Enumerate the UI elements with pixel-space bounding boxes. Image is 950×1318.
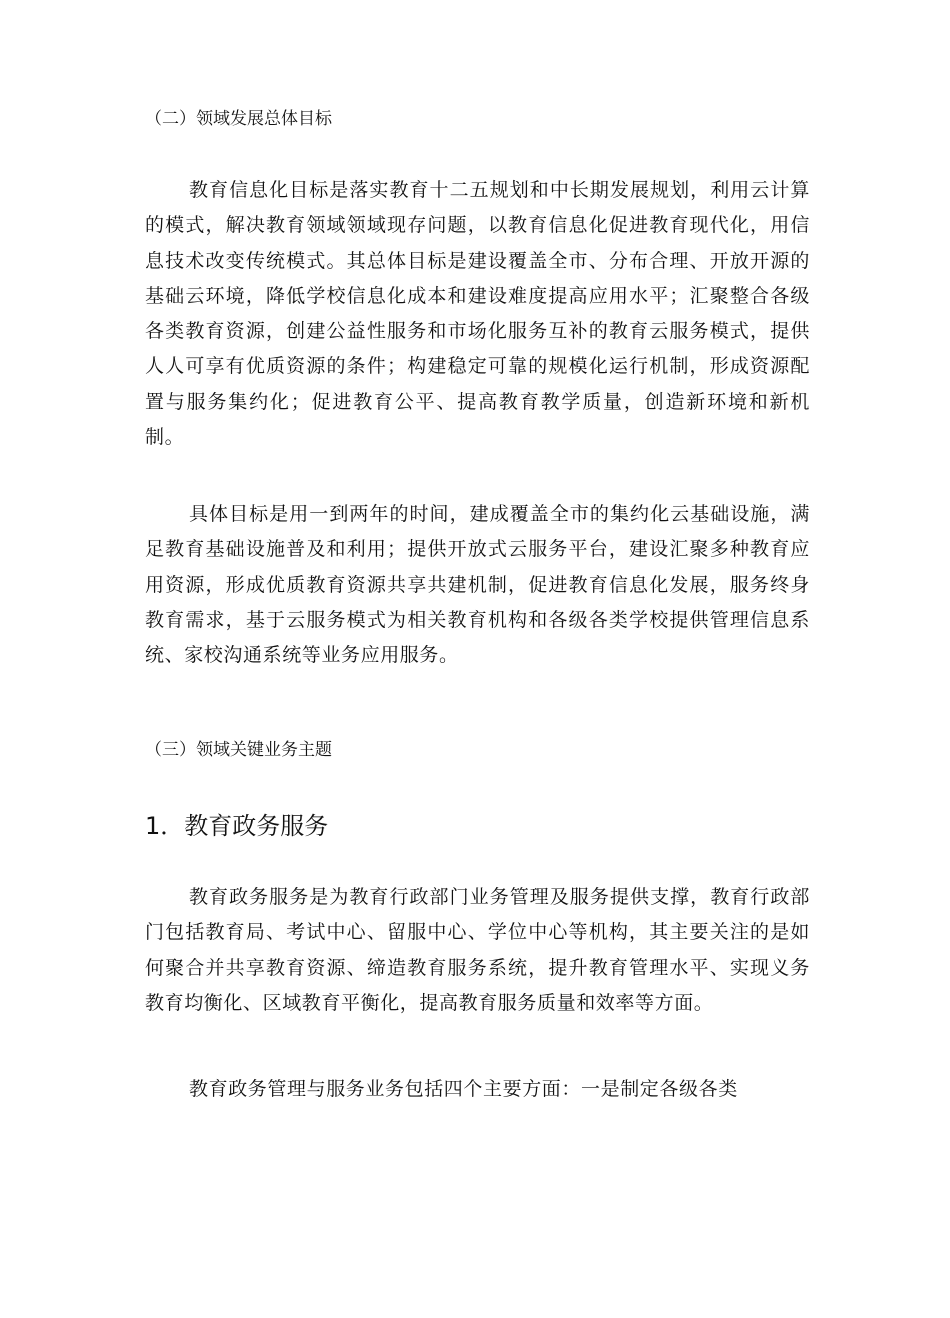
section-heading-key-business-topics: （三）领域关键业务主题 [145, 740, 332, 760]
section-heading-overall-goals: （二）领域发展总体目标 [145, 109, 332, 129]
subheading-education-government-services: 1．教育政务服务 [145, 812, 329, 840]
paragraph-management-aspects: 教育政务管理与服务业务包括四个主要方面：一是制定各级各类 [189, 1078, 738, 1100]
paragraph-education-government-services: 教育政务服务是为教育行政部门业务管理及服务提供支撑，教育行政部门包括教育局、考试中心、留服中心、学位中心等机构，其主要关注的是如何聚合并共享教育资源、缔造教育服务系统，提升教育管理水平、实现义务教育均衡化、区域教育平衡化，提高教育服务质量和效率等方面。 [145, 886, 810, 1014]
paragraph-overall-goals: 教育信息化目标是落实教育十二五规划和中长期发展规划，利用云计算的模式，解决教育领域领域现存问题，以教育信息化促进教育现代化，用信息技术改变传统模式。其总体目标是建设覆盖全市、分布合理、开放开源的基础云环境，降低学校信息化成本和建设难度提高应用水平；汇聚整合各级各类教育资源，创建公益性服务和市场化服务互补的教育云服务模式，提供人人可享有优质资源的条件；构建稳定可靠的规模化运行机制，形成资源配置与服务集约化；促进教育公平、提高教育教学质量，创造新环境和新机制。 [145, 179, 810, 449]
paragraph-specific-goals: 具体目标是用一到两年的时间，建成覆盖全市的集约化云基础设施，满足教育基础设施普及和利用；提供开放式云服务平台，建设汇聚多种教育应用资源，形成优质教育资源共享共建机制，促进教育信息化发展，服务终身教育需求，基于云服务模式为相关教育机构和各级各类学校提供管理信息系统、家校沟通系统等业务应用服务。 [145, 503, 810, 667]
